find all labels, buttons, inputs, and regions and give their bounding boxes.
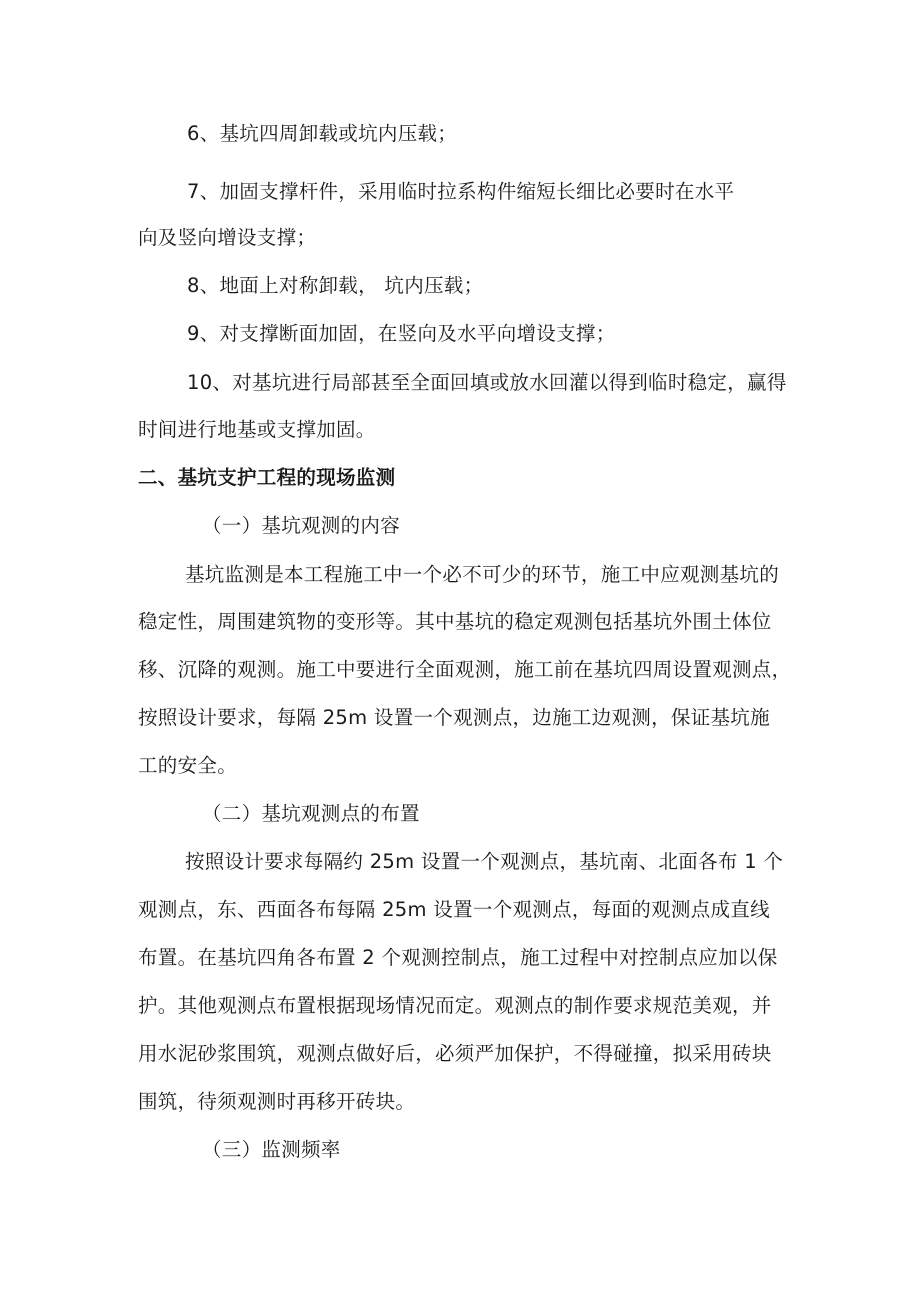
paragraph-2-line-2: 观测点，东、西面各布每隔 25m 设置一个观测点，每面的观测点成直线 xyxy=(138,898,770,921)
paragraph-2-line-1: 按照设计要求每隔约 25m 设置一个观测点，基坑南、北面各布 1 个 xyxy=(185,850,784,873)
paragraph-2-line-3: 布置。在基坑四角各布置 2 个观测控制点，施工过程中对控制点应加以保 xyxy=(138,946,778,969)
subsection-title-2: （二）基坑观测点的布置 xyxy=(202,802,420,825)
paragraph-1-line-1: 基坑监测是本工程施工中一个必不可少的环节，施工中应观测基坑的 xyxy=(185,563,780,586)
paragraph-1-line-3: 移、沉降的观测。施工中要进行全面观测，施工前在基坑四周设置观测点， xyxy=(138,658,792,681)
list-item-10-line-1: 10、对基坑进行局部甚至全面回填或放水回灌以得到临时稳定，赢得 xyxy=(187,371,787,394)
subsection-title-1: （一）基坑观测的内容 xyxy=(202,514,401,537)
paragraph-1-line-5: 工的安全。 xyxy=(138,754,238,777)
paragraph-2-line-6: 围筑，待须观测时再移开砖块。 xyxy=(138,1090,416,1113)
paragraph-2-line-5: 用水泥砂浆围筑，观测点做好后，必须严加保护，不得碰撞，拟采用砖块 xyxy=(138,1042,772,1065)
list-item-6: 6、基坑四周卸载或坑内压载； xyxy=(187,122,458,145)
list-item-10-line-2: 时间进行地基或支撑加固。 xyxy=(138,418,376,441)
paragraph-2-line-4: 护。其他观测点布置根据现场情况而定。观测点的制作要求规范美观，并 xyxy=(138,994,772,1017)
list-item-8: 8、地面上对称卸载， 坑内压载； xyxy=(187,274,484,297)
subsection-title-3: （三）监测频率 xyxy=(202,1138,341,1161)
list-item-7-line-2: 向及竖向增设支撑； xyxy=(138,226,317,249)
list-item-9: 9、对支撑断面加固，在竖向及水平向增设支撑； xyxy=(187,322,616,345)
list-item-7-line-1: 7、加固支撑杆件，采用临时拉系构件缩短长细比必要时在水平 xyxy=(187,180,735,203)
paragraph-1-line-2: 稳定性，周围建筑物的变形等。其中基坑的稳定观测包括基坑外围土体位 xyxy=(138,610,772,633)
section-heading: 二、基坑支护工程的现场监测 xyxy=(138,466,396,489)
paragraph-1-line-4: 按照设计要求，每隔 25m 设置一个观测点，边施工边观测，保证基坑施 xyxy=(138,706,770,729)
